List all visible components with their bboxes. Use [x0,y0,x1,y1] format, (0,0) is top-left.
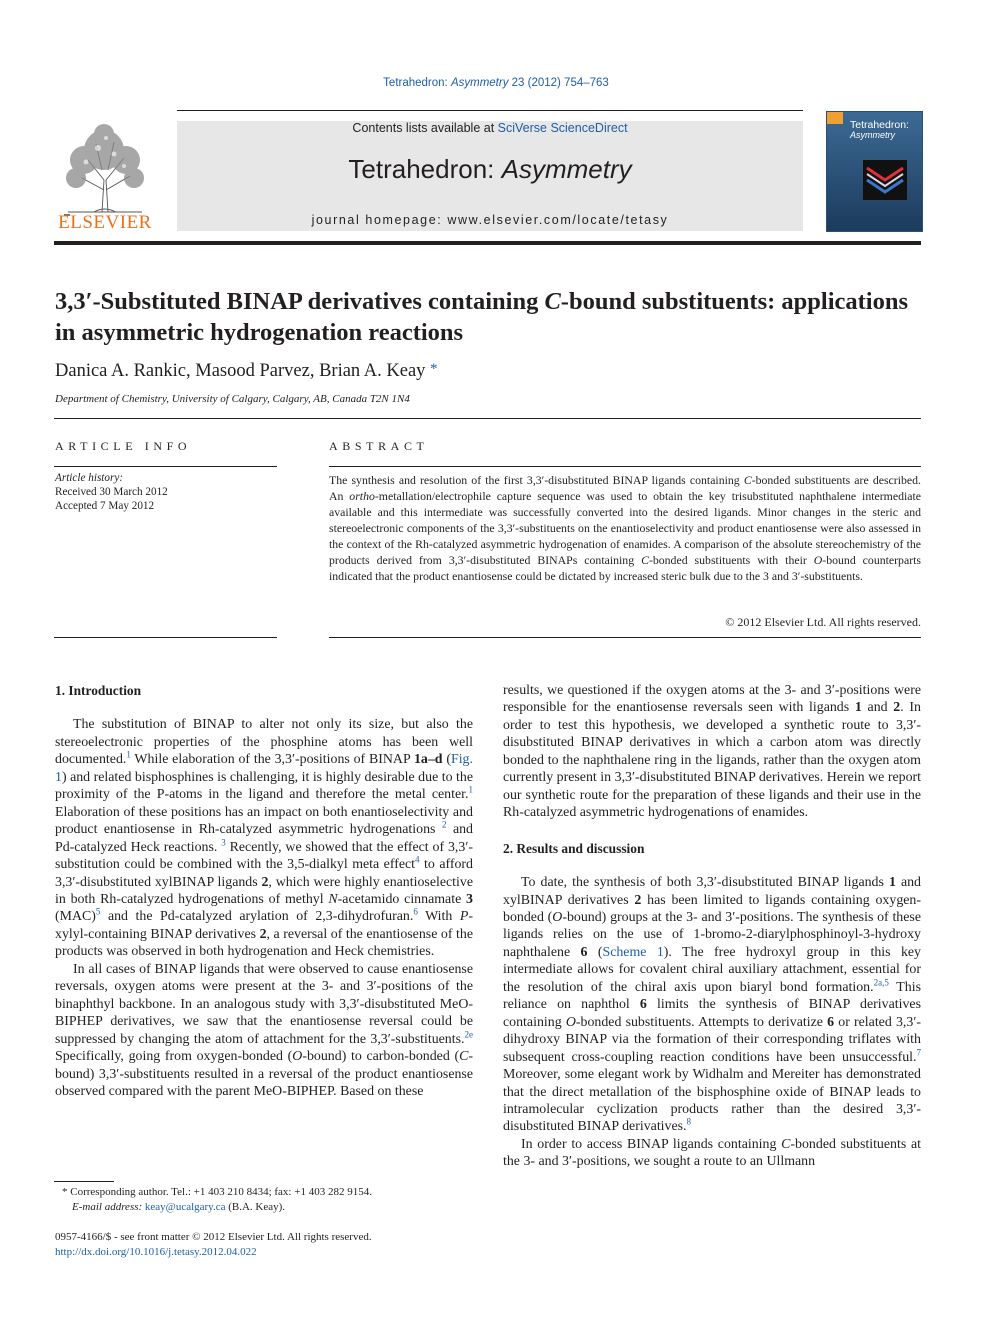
sciencedirect-link[interactable]: SciVerse ScienceDirect [497,121,628,135]
doi-link[interactable]: http://dx.doi.org/10.1016/j.tetasy.2012.04.022 [55,1246,257,1258]
cover-subtitle: Asymmetry [850,130,895,141]
body-column-right [503,682,921,1171]
paragraph: results, we questioned if the oxygen atoms at the 3- and 3′-positions were responsible for the enantiosense reversals seen with ligands 1 and 2. In order to test this hypothesis, we developed a synthetic route to 3,3′-disubstituted BINAP derivatives in which a carbon atom was directly bonded to the naphthalene ring in the ligands, rather than the oxygen atom currently present in 3,3′-disubstituted BINAP derivatives. Herein we report our synthetic route for the preparation of these ligands and their use in the Rh-catalyzed asymmetric hydrogenations of enamides. [503,683,921,821]
cover-graphic-icon [863,160,907,200]
affiliation: Department of Chemistry, University of Calgary, Calgary, AB, Canada T2N 1N4 [55,393,410,405]
elsevier-logo [54,120,156,234]
accepted-date: Accepted 7 May 2012 [55,500,155,513]
journal-homepage[interactable]: journal homepage: www.elsevier.com/locate/tetasy [311,213,669,227]
journal-name: Tetrahedron: Asymmetry [348,154,632,184]
header-thick-rule [54,241,921,245]
paragraph: In order to access BINAP ligands containing C-bonded substituents at the 3- and 3′-positions, we sought a route to an Ullmann [503,1136,921,1170]
corresponding-author-mark[interactable]: * [430,361,438,377]
article-history [55,471,168,514]
journal-citation[interactable]: Tetrahedron: Asymmetry 23 (2012) 754–763 [383,77,609,89]
paragraph: To date, the synthesis of both 3,3′-disubstituted BINAP ligands 1 and xylBINAP derivatives 2 has been limited to ligands containing oxygen-bonded (O-bound) groups at the 3- and 3′-positions. The synthesis of these ligands relies on the use of 1-bromo-2-diarylphosphinoyl-3-hydroxy naphthalene 6 (Scheme 1). The free hydroxyl group in this key intermediate allows for covalent chiral auxiliary attachment, essential for the resolution of the chiral axis upon biaryl bond formation.$^{2a,5}$ This reliance on naphthol 6 limits the synthesis of BINAP derivatives containing O-bonded substituents. Attempts to derivatize 6 or related 3,3′-dihydroxy BINAP via the formation of their corresponding triflates with subsequent cross-coupling reaction conditions have been unsuccessful.$^7$ Moreover, some elegant work by Widhalm and Mereiter has demonstrated that the direct metallation of the bisphosphine oxide of BINAP leads to intramolecular cyclization products rather than the desired 3,3′-disubstituted BINAP derivatives.$^8$ [503,875,922,1135]
abstract-bottom-rule [329,637,921,638]
article-info-rule [54,466,277,467]
article-info-heading: ARTICLE INFO [55,439,192,453]
corresponding-author-footnote: * Corresponding author. Tel.: +1 403 210 8434; fax: +1 403 282 9154. E-mail address: keay@ucalgary.ca (B.A. Keay). [62,1186,372,1213]
article-info-bottom-rule [54,637,277,638]
received-date: Received 30 March 2012 [55,486,168,499]
figure-link[interactable]: Fig. 1 [55,752,473,785]
abstract-copyright: © 2012 Elsevier Ltd. All rights reserved. [725,615,921,629]
contents-line: Contents lists available at SciVerse ScienceDirect [352,121,628,135]
elsevier-wordmark: ELSEVIER [58,212,152,233]
title-rule [54,418,921,419]
abstract-heading: ABSTRACT [329,439,429,453]
journal-cover-image [826,111,923,232]
cover-title: Tetrahedron: [850,119,909,131]
paragraph: The substitution of BINAP to alter not only its size, but also the stereoelectronic properties of the phosphine atoms has been well documented.$^1$ While elaboration of the 3,3′-positions of BINAP 1a–d (Fig. 1) and related bisphosphines is challenging, it is highly desirable due to the proximity of the P-atoms in the ligand and therefore the metal center.$^1$ Elaboration of these positions has an impact on both enantioselectivity and product enantiosense in Rh-catalyzed asymmetric hydrogenations $^2$ and Pd-catalyzed Heck reactions. $^3$ Recently, we showed that the effect of 3,3′-substitution could be combined with the 3,5-dialkyl meta effect$^4$ to afford 3,3′-disubstituted xylBINAP ligands 2, which were highly enantioselective in both Rh-catalyzed hydrogenations of methyl N-acetamido cinnamate 3 (MAC)$^5$ and the Pd-catalyzed arylation of 2,3-dihydrofuran.$^6$ With P-xylyl-containing BINAP derivatives 2, a reversal of the enantiosense of the products was observed in both hydrogenation and Heck chemistries. [55,717,474,960]
abstract-rule [329,466,921,467]
issn-line: 0957-4166/$ - see front matter © 2012 Elsevier Ltd. All rights reserved. [55,1231,372,1243]
abstract-text: The synthesis and resolution of the first 3,3′-disubstituted BINAP ligands containing C-bonded substituents are described. An ortho-metallation/electrophile capture sequence was used to obtain the key trisubstituted naphthalene intermediate available and this intermediate was successfully converted into the desired ligands. Minor changes in the steric and stereoelectronic components of the 3,3′-substituents on the enantioselectivity and product enantiosense were also assessed in the context of the Rh-catalyzed asymmetric hydrogenation of enamides. A comparison of the absolute stereochemistry of the products derived from 3,3′-disubstituted BINAPs containing C-bonded substituents with their O-bound counterparts indicated that the product enantiosense could be dictated by increased steric bulk due to the 3 and 3′-substituents. [329,473,921,583]
issn-block [55,1230,372,1260]
scheme-link[interactable]: Scheme 1 [602,944,664,960]
body-column-left [55,682,473,1100]
paragraph: In all cases of BINAP ligands that were observed to cause enantiosense reversals, oxygen atoms were present at the 3- and 3′-positions of the binaphthyl backbone. In an analogous study with 3,3′-disubstituted MeO-BIPHEP derivatives, we saw that the enantiosense reversal could be suppressed by changing the atom of attachment for the 3,3′-substituents.$^{2e}$ Specifically, going from oxygen-bonded (O-bound) to carbon-bonded (C-bound) 3,3′-substituents resulted in a reversal of the product enantiosense observed compared with the parent MeO-BIPHEP. Based on these [55,961,473,1099]
section-heading-results: 2. Results and discussion [503,840,645,856]
section-heading-introduction: 1. Introduction [55,683,142,698]
author-list: Danica A. Rankic, Masood Parvez, Brian A. Keay * [55,361,438,381]
cover-logo-icon [827,112,843,124]
author-email-link[interactable]: keay@ucalgary.ca [144,1201,226,1213]
history-label: Article history: [55,472,124,484]
header-top-rule [177,110,803,111]
footnote-rule [54,1181,114,1182]
article-title: 3,3′-Substituted BINAP derivatives containing C-bound substituents: applications in asymmetric hydrogenation reactions [55,288,908,346]
